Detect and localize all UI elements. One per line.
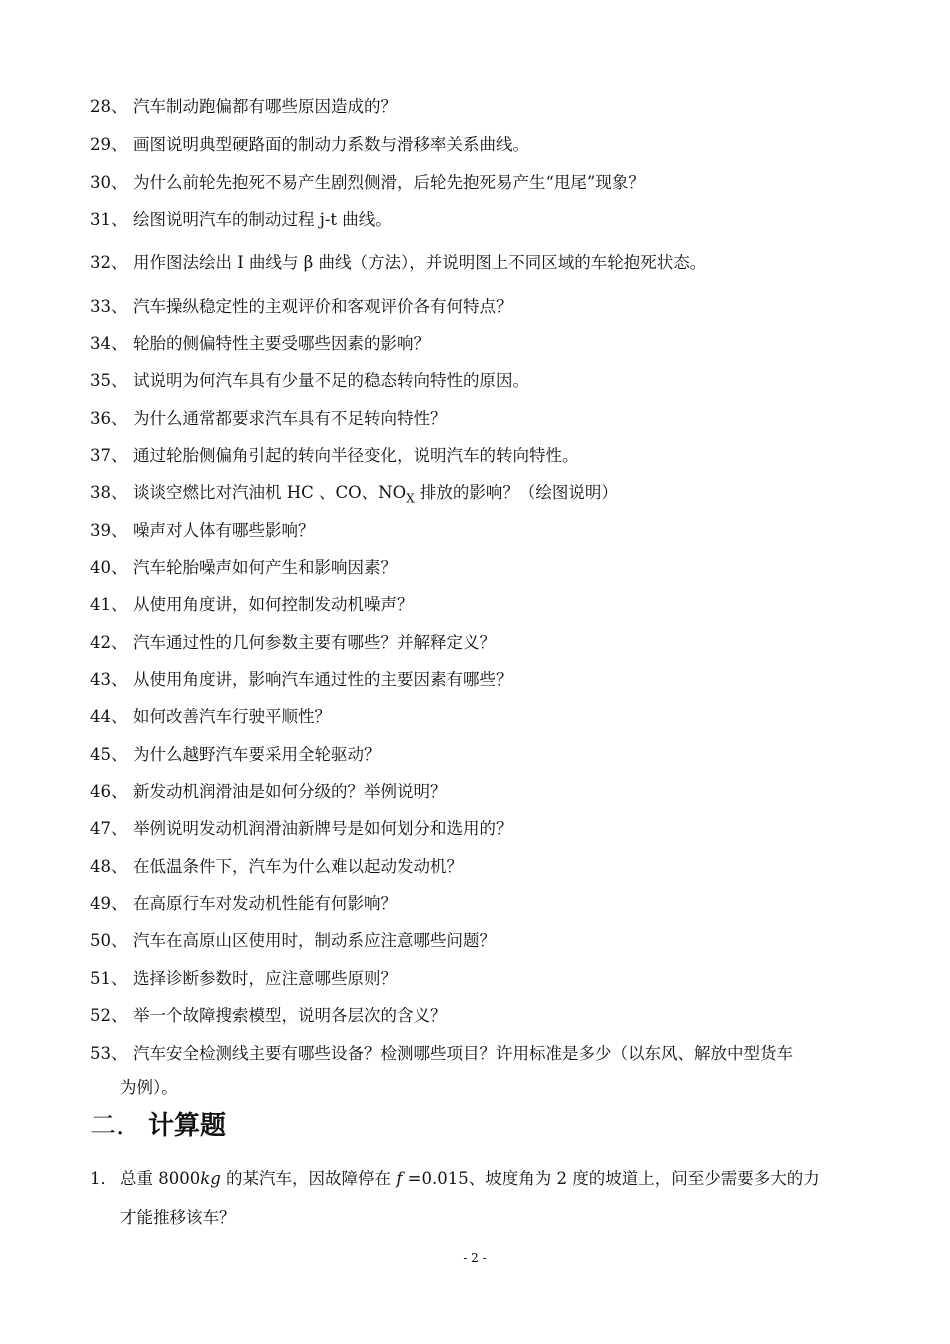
calc-text-1: 总重 8000 bbox=[120, 1169, 201, 1188]
calc-text-3: =0.015、坡度角为 2 度的坡道上，问至少需要多大的力 bbox=[402, 1169, 820, 1188]
question-51 bbox=[90, 968, 910, 990]
question-text: 汽车安全检测线主要有哪些设备？检测哪些项目？许用标准是多少（以东风、解放中型货车 bbox=[133, 1044, 793, 1063]
question-33 bbox=[90, 296, 910, 318]
question-text: 汽车制动跑偏都有哪些原因造成的？ bbox=[133, 97, 397, 116]
question-34 bbox=[90, 333, 910, 355]
question-text-line2: 为例）。 bbox=[120, 1078, 178, 1097]
question-text: 在高原行车对发动机性能有何影响？ bbox=[133, 894, 397, 913]
question-48 bbox=[90, 856, 910, 878]
question-37 bbox=[90, 445, 910, 467]
question-number: 40、 bbox=[90, 558, 128, 577]
calc-text-line2: 才能推移该车？ bbox=[120, 1208, 236, 1227]
question-39 bbox=[90, 520, 910, 542]
question-number: 47、 bbox=[90, 819, 128, 838]
calc-text-2: 的某汽车，因故障停在 bbox=[220, 1169, 397, 1188]
question-number: 32、 bbox=[90, 253, 128, 272]
question-38 bbox=[90, 482, 910, 509]
question-text: 汽车轮胎噪声如何产生和影响因素？ bbox=[133, 558, 397, 577]
question-text: 选择诊断参数时，应注意哪些原则？ bbox=[133, 969, 397, 988]
question-number: 53、 bbox=[90, 1044, 128, 1063]
question-50 bbox=[90, 930, 910, 952]
question-text: 从使用角度讲，影响汽车通过性的主要因素有哪些？ bbox=[133, 670, 513, 689]
question-number: 43、 bbox=[90, 670, 128, 689]
question-number: 37、 bbox=[90, 446, 128, 465]
question-text: 试说明为何汽车具有少量不足的稳态转向特性的原因。 bbox=[133, 371, 529, 390]
question-text: 画图说明典型硬路面的制动力系数与滑移率关系曲线。 bbox=[133, 135, 529, 154]
question-number: 35、 bbox=[90, 371, 128, 390]
question-number: 48、 bbox=[90, 857, 128, 876]
question-number: 33、 bbox=[90, 297, 128, 316]
question-30 bbox=[90, 172, 910, 194]
question-text: 汽车通过性的几何参数主要有哪些？并解释定义？ bbox=[133, 633, 496, 652]
question-47 bbox=[90, 818, 910, 840]
calc-problem-1 bbox=[90, 1168, 910, 1229]
question-44 bbox=[90, 706, 910, 728]
question-text: 通过轮胎侧偏角引起的转向半径变化，说明汽车的转向特性。 bbox=[133, 446, 579, 465]
question-31 bbox=[90, 209, 910, 231]
question-number: 39、 bbox=[90, 521, 128, 540]
question-46 bbox=[90, 781, 910, 803]
question-28 bbox=[90, 96, 910, 118]
question-number: 46、 bbox=[90, 782, 128, 801]
question-number: 50、 bbox=[90, 931, 128, 950]
question-number: 41、 bbox=[90, 595, 128, 614]
question-36 bbox=[90, 408, 910, 430]
calc-unit: kg bbox=[200, 1169, 221, 1188]
question-42 bbox=[90, 632, 910, 654]
question-text: 新发动机润滑油是如何分级的？举例说明？ bbox=[133, 782, 447, 801]
question-number: 51、 bbox=[90, 969, 128, 988]
calc-number: 1． bbox=[90, 1169, 117, 1188]
question-number: 49、 bbox=[90, 894, 128, 913]
question-text: 噪声对人体有哪些影响？ bbox=[133, 521, 315, 540]
question-number: 28、 bbox=[90, 97, 128, 116]
question-text: 谈谈空燃比对汽油机 HC 、CO、NO bbox=[133, 483, 407, 502]
question-29 bbox=[90, 134, 910, 156]
question-text-cont: 排放的影响？（绘图说明） bbox=[414, 483, 618, 502]
question-number: 29、 bbox=[90, 135, 128, 154]
question-text: 汽车在高原山区使用时，制动系应注意哪些问题？ bbox=[133, 931, 496, 950]
question-text: 用作图法绘出 I 曲线与 β 曲线（方法），并说明图上不同区域的车轮抱死状态。 bbox=[133, 253, 707, 272]
question-text: 为什么通常都要求汽车具有不足转向特性？ bbox=[133, 409, 447, 428]
question-35 bbox=[90, 370, 910, 392]
question-text: 绘图说明汽车的制动过程 j-t 曲线。 bbox=[133, 210, 392, 229]
question-text: 轮胎的侧偏特性主要受哪些因素的影响？ bbox=[133, 334, 430, 353]
question-text: 如何改善汽车行驶平顺性？ bbox=[133, 707, 331, 726]
question-45 bbox=[90, 744, 910, 766]
question-32 bbox=[90, 252, 910, 274]
section-number: 二. bbox=[90, 1111, 125, 1141]
question-number: 52、 bbox=[90, 1006, 128, 1025]
question-number: 44、 bbox=[90, 707, 128, 726]
question-number: 36、 bbox=[90, 409, 128, 428]
section-heading bbox=[90, 1108, 226, 1144]
question-text: 汽车操纵稳定性的主观评价和客观评价各有何特点？ bbox=[133, 297, 513, 316]
question-53 bbox=[90, 1043, 910, 1099]
question-41 bbox=[90, 594, 910, 616]
question-text: 在低温条件下，汽车为什么难以起动发动机？ bbox=[133, 857, 463, 876]
question-text: 为什么越野汽车要采用全轮驱动？ bbox=[133, 745, 381, 764]
page-number: - 2 - bbox=[463, 1251, 487, 1265]
question-number: 30、 bbox=[90, 173, 128, 192]
question-40 bbox=[90, 557, 910, 579]
question-number: 45、 bbox=[90, 745, 128, 764]
question-text: 举例说明发动机润滑油新牌号是如何划分和选用的？ bbox=[133, 819, 513, 838]
question-text: 举一个故障搜索模型，说明各层次的含义？ bbox=[133, 1006, 447, 1025]
question-number: 34、 bbox=[90, 334, 128, 353]
question-49 bbox=[90, 893, 910, 915]
question-52 bbox=[90, 1005, 910, 1027]
question-text: 为什么前轮先抱死不易产生剧烈侧滑，后轮先抱死易产生“甩尾”现象？ bbox=[133, 173, 645, 192]
question-number: 31、 bbox=[90, 210, 128, 229]
section-title: 计算题 bbox=[148, 1111, 227, 1141]
question-text: 从使用角度讲，如何控制发动机噪声？ bbox=[133, 595, 414, 614]
question-number: 38、 bbox=[90, 483, 128, 502]
question-number: 42、 bbox=[90, 633, 128, 652]
calc-variable: f bbox=[396, 1169, 403, 1188]
subscript-x: X bbox=[406, 491, 415, 506]
question-43 bbox=[90, 669, 910, 691]
